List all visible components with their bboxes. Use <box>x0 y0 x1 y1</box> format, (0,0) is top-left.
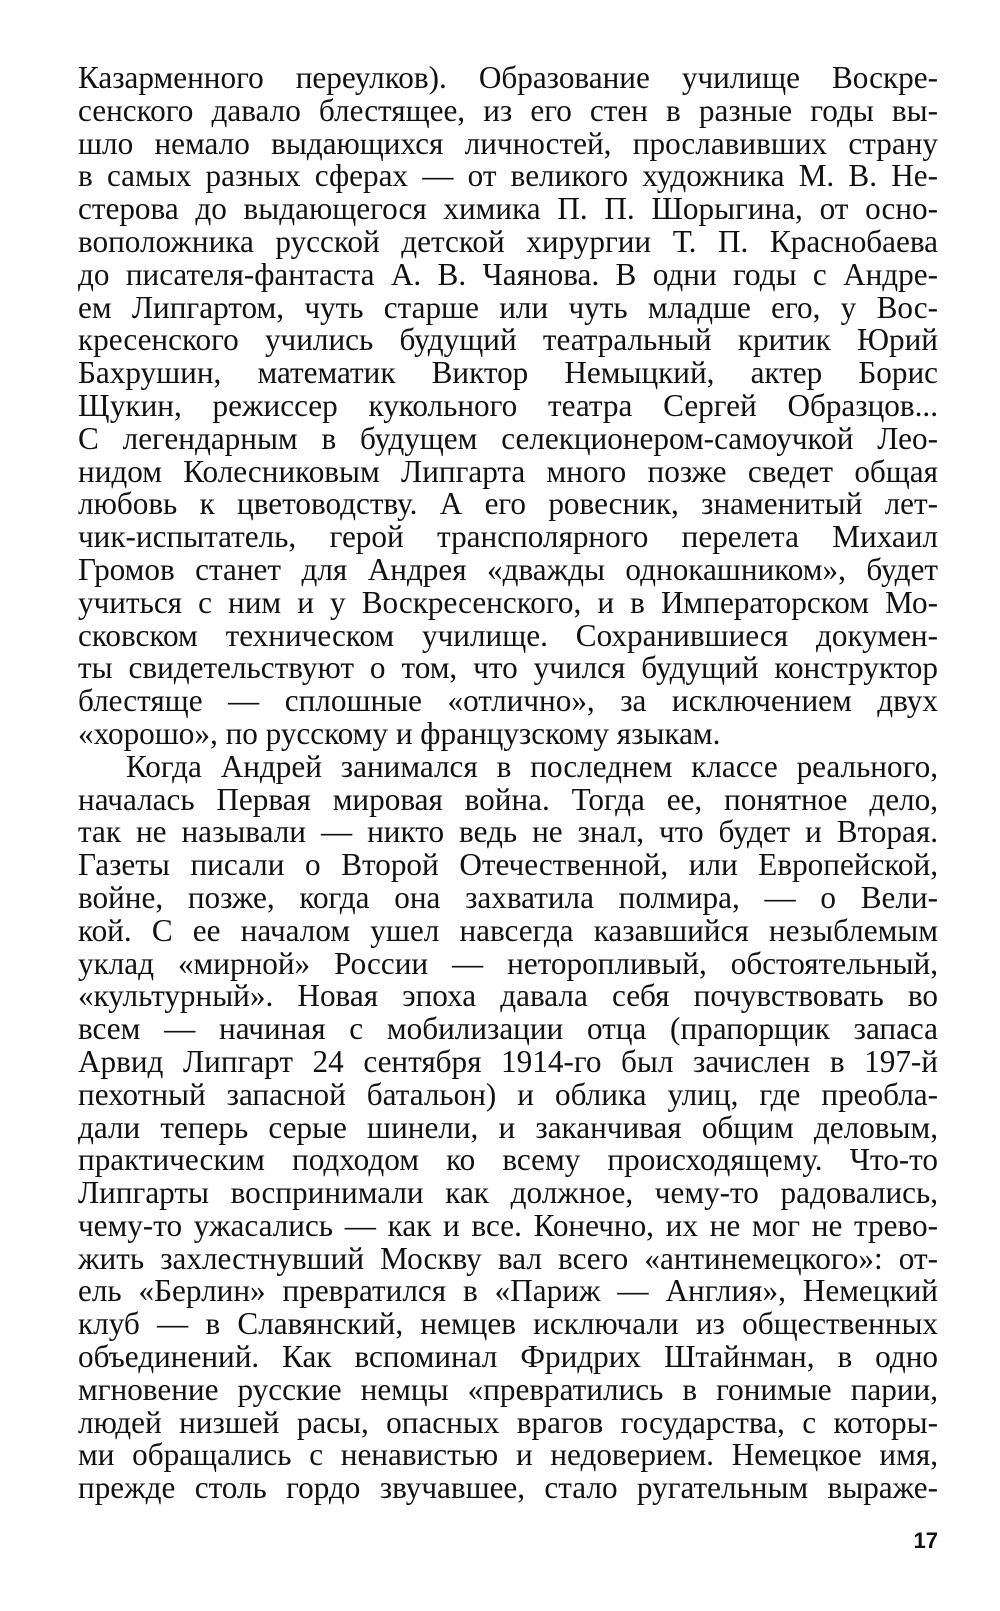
text-line: практическим подходом ко всему происходящему. Что-то <box>78 1142 938 1178</box>
text-line: войне, позже, когда она захватила полмира, — о Вели- <box>78 879 938 915</box>
text-line: Газеты писали о Второй Отечественной, или Европейской, <box>78 847 938 883</box>
text-line: нидом Колесниковым Липгарта много позже сведет общая <box>78 453 938 489</box>
page-number: 17 <box>913 1528 938 1553</box>
text-line: Казарменного переулков). Образование училище Воскре- <box>78 60 938 95</box>
page-body <box>78 62 938 1505</box>
text-line: так не называли — никто ведь не знал, что будет и Вторая. <box>78 814 938 850</box>
paragraph-2 <box>78 748 938 1506</box>
text-line: «культурный». Новая эпоха давала себя почувствовать во <box>78 978 938 1014</box>
text-line: «хорошо», по русскому и французскому языкам. <box>78 715 721 751</box>
text-line: в самых разных сферах — от великого художника М. В. Не- <box>78 158 938 194</box>
text-line: сковском техническом училище. Сохранившиеся докумен- <box>78 617 938 653</box>
text-line: людей низшей расы, опасных врагов государства, с которы- <box>78 1404 938 1440</box>
text-line: чик-испытатель, герой трансполярного перелета Михаил <box>78 519 938 555</box>
text-line: чему-то ужасались — как и все. Конечно, их не мог не трево- <box>78 1207 938 1243</box>
text-line: стерова до выдающегося химика П. П. Шорыгина, от осно- <box>78 191 938 227</box>
text-line: Липгарты воспринимали как должное, чему-то радовались, <box>78 1175 938 1211</box>
text-line: жить захлестнувший Москву вал всего «антинемецкого»: от- <box>78 1240 938 1276</box>
paragraph-1 <box>78 62 938 751</box>
text-line: ем Липгартом, чуть старше или чуть младше его, у Вос- <box>78 289 938 325</box>
text-line: мгновение русские немцы «превратились в гонимые парии, <box>78 1371 938 1407</box>
text-line: шло немало выдающихся личностей, прославивших страну <box>78 125 938 161</box>
text-line: клуб — в Славянский, немцев исключали из общественных <box>78 1306 938 1342</box>
text-line: пехотный запасной батальон) и облика улиц, где преобла- <box>78 1076 938 1112</box>
text-line: Бахрушин, математик Виктор Немыцкий, актер Борис <box>78 355 938 391</box>
text-line: воположника русской детской хирургии Т. П. Краснобаева <box>78 223 938 259</box>
text-line: дали теперь серые шинели, и заканчивая общим деловым, <box>78 1109 938 1145</box>
text-line: до писателя-фантаста А. В. Чаянова. В одни годы с Андре- <box>78 256 938 292</box>
text-line: прежде столь гордо звучавшее, стало ругательным выраже- <box>78 1470 938 1506</box>
text-line: Арвид Липгарт 24 сентября 1914-го был зачислен в 197-й <box>78 1043 938 1079</box>
text-line: кой. С ее началом ушел навсегда казавшийся незыблемым <box>78 912 938 948</box>
text-line: Громов станет для Андрея «дважды однокашником», будет <box>78 551 938 587</box>
text-line: С легендарным в будущем селекционером-самоучкой Лео- <box>78 420 938 456</box>
text-line: учиться с ним и у Воскресенского, и в Императорском Мо- <box>78 584 938 620</box>
text-line: началась Первая мировая война. Тогда ее, понятное дело, <box>78 781 938 817</box>
text-line: кресенского учились будущий театральный критик Юрий <box>78 322 938 358</box>
text-line: Щукин, режиссер кукольного театра Сергей Образцов... <box>78 387 938 423</box>
text-line: ми обращались с ненавистью и недоверием. Немецкое имя, <box>78 1437 938 1473</box>
text-line: Когда Андрей занимался в последнем классе реального, <box>126 748 938 784</box>
text-line: объединений. Как вспоминал Фридрих Штайнман, в одно <box>78 1339 938 1375</box>
text-line: сенского давало блестящее, из его стен в разные годы вы- <box>78 92 938 128</box>
text-line: всем — начиная с мобилизации отца (прапорщик запаса <box>78 1011 938 1047</box>
text-line: уклад «мирной» России — неторопливый, обстоятельный, <box>78 945 938 981</box>
text-line: ель «Берлин» превратился в «Париж — Англия», Немецкий <box>78 1273 938 1309</box>
text-line: ты свидетельствуют о том, что учился будущий конструктор <box>78 650 938 686</box>
text-line: любовь к цветоводству. А его ровесник, знаменитый лет- <box>78 486 938 522</box>
text-line: блестяще — сплошные «отлично», за исключением двух <box>78 683 938 719</box>
